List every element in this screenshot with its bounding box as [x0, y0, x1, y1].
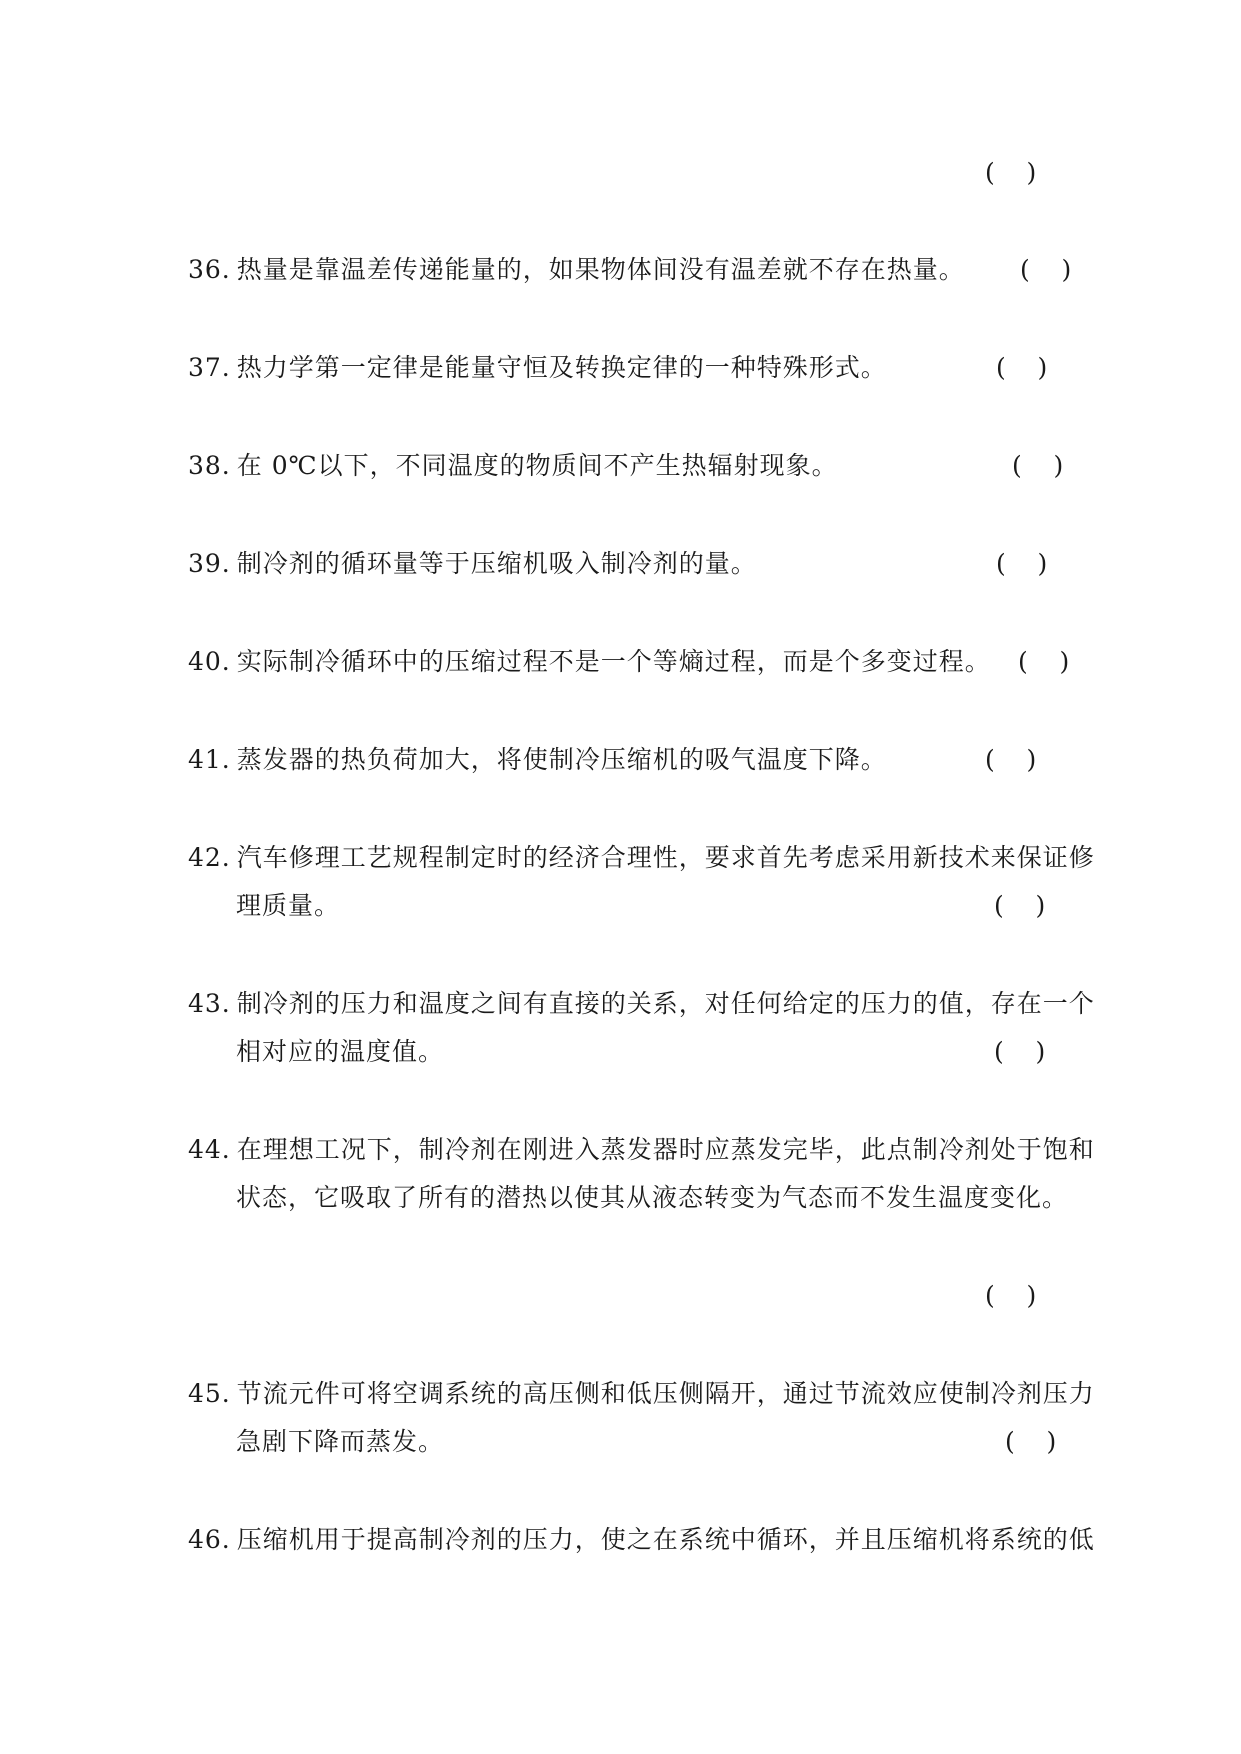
- question-38: [188, 451, 838, 481]
- answer-bracket-38: ( ): [1012, 451, 1064, 480]
- question-text: 热力学第一定律是能量守恒及转换定律的一种特殊形式。: [236, 353, 887, 382]
- question-41: [188, 745, 887, 775]
- answer-bracket-36: ( ): [1020, 255, 1072, 284]
- question-text: 急剧下降而蒸发。: [236, 1427, 445, 1456]
- answer-bracket-39: ( ): [996, 549, 1048, 578]
- question-45-cont: [236, 1427, 444, 1457]
- question-number: 36.: [188, 255, 231, 284]
- question-number: 39.: [188, 549, 231, 578]
- question-42-cont: [236, 891, 340, 921]
- question-40: [188, 647, 991, 677]
- question-text: 制冷剂的循环量等于压缩机吸入制冷剂的量。: [236, 549, 757, 578]
- question-text: 压缩机用于提高制冷剂的压力，使之在系统中循环，并且压缩机将系统的低: [236, 1525, 1095, 1554]
- question-number: 45.: [188, 1379, 231, 1408]
- question-text: 实际制冷循环中的压缩过程不是一个等熵过程，而是个多变过程。: [236, 647, 991, 676]
- question-number: 38.: [188, 451, 231, 480]
- answer-bracket-prev: ( ): [985, 158, 1037, 187]
- question-text: 在理想工况下，制冷剂在刚进入蒸发器时应蒸发完毕，此点制冷剂处于饱和: [236, 1135, 1095, 1164]
- question-text: 状态，它吸取了所有的潜热以使其从液态转变为气态而不发生温度变化。: [236, 1183, 1069, 1212]
- answer-bracket-41: ( ): [985, 745, 1037, 774]
- question-number: 37.: [188, 353, 231, 382]
- question-36: [188, 255, 965, 285]
- question-number: 43.: [188, 989, 231, 1018]
- question-text: 制冷剂的压力和温度之间有直接的关系，对任何给定的压力的值，存在一个: [236, 989, 1095, 1018]
- question-number: 46.: [188, 1525, 231, 1554]
- question-text: 理质量。: [236, 891, 341, 920]
- question-number: 44.: [188, 1135, 231, 1164]
- question-text: 在 0℃以下，不同温度的物质间不产生热辐射现象。: [236, 451, 838, 480]
- question-46: [188, 1525, 1095, 1555]
- question-number: 42.: [188, 843, 231, 872]
- question-number: 41.: [188, 745, 231, 774]
- question-text: 蒸发器的热负荷加大，将使制冷压缩机的吸气温度下降。: [236, 745, 887, 774]
- answer-bracket-42: ( ): [994, 891, 1046, 920]
- answer-bracket-43: ( ): [994, 1037, 1046, 1066]
- answer-bracket-40: ( ): [1018, 647, 1070, 676]
- answer-bracket-44: ( ): [985, 1281, 1037, 1310]
- question-43: [188, 989, 1095, 1019]
- question-44-cont: [236, 1183, 1068, 1213]
- answer-bracket-45: ( ): [1005, 1427, 1057, 1456]
- question-text: 相对应的温度值。: [236, 1037, 445, 1066]
- question-39: [188, 549, 757, 579]
- question-text: 汽车修理工艺规程制定时的经济合理性，要求首先考虑采用新技术来保证修: [236, 843, 1095, 872]
- question-number: 40.: [188, 647, 231, 676]
- question-37: [188, 353, 887, 383]
- answer-bracket-37: ( ): [996, 353, 1048, 382]
- question-43-cont: [236, 1037, 444, 1067]
- question-45: [188, 1379, 1095, 1409]
- question-44: [188, 1135, 1095, 1165]
- question-text: 热量是靠温差传递能量的，如果物体间没有温差就不存在热量。: [236, 255, 965, 284]
- question-42: [188, 843, 1095, 873]
- question-text: 节流元件可将空调系统的高压侧和低压侧隔开，通过节流效应使制冷剂压力: [236, 1379, 1095, 1408]
